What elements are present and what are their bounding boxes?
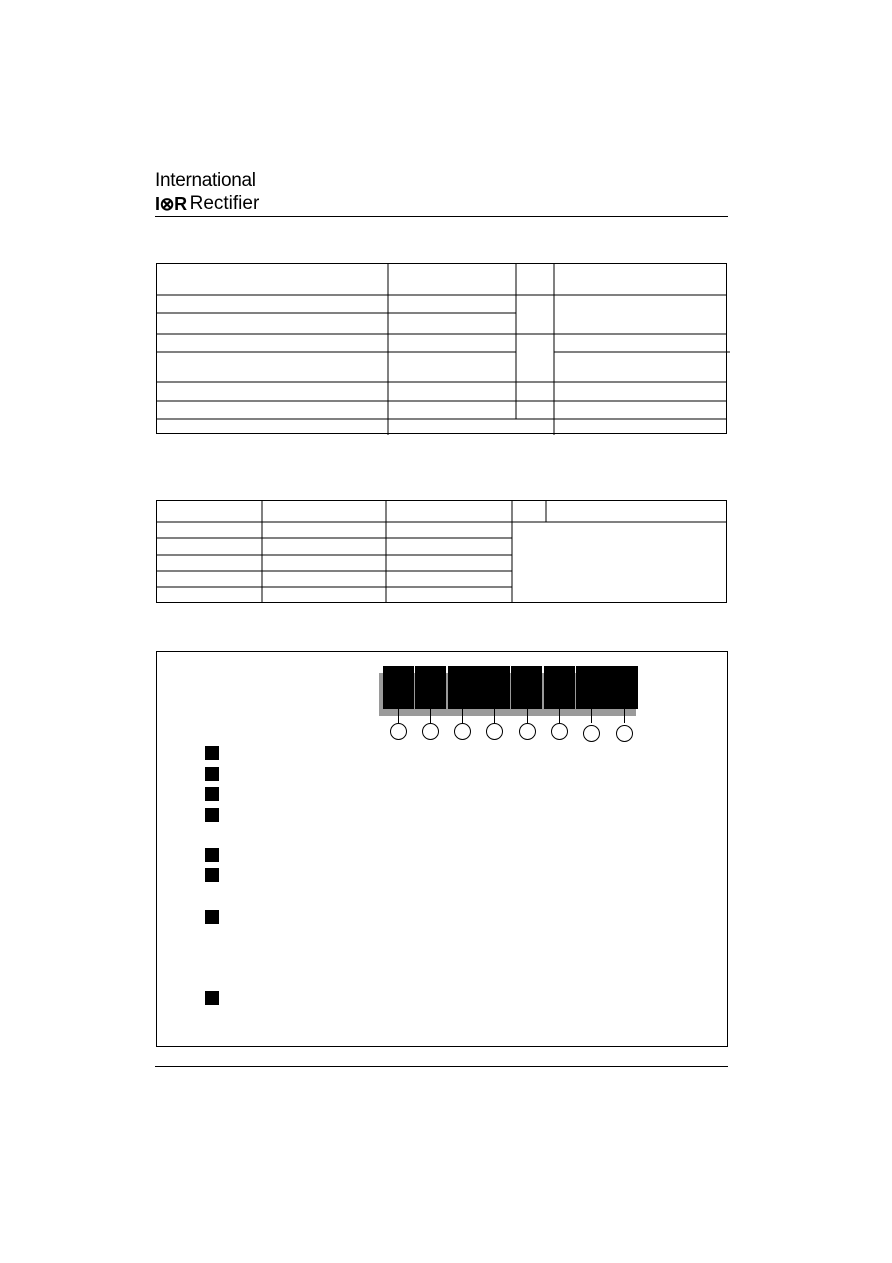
code-block-4 [479,666,510,709]
logo-rectifier-text: Rectifier [189,193,260,214]
logo-international: International [155,170,256,191]
legend-bullet-2 [205,767,219,781]
footer-rule [155,1066,728,1067]
callout-stem-8 [624,709,625,723]
callout-stem-2 [430,709,431,723]
legend-bullet-3 [205,787,219,801]
callout-circle-2 [422,723,439,740]
callout-circle-4 [486,723,503,740]
code-block-7 [576,666,607,709]
code-block-8 [607,666,638,709]
callout-circle-6 [551,723,568,740]
legend-bullet-1 [205,746,219,760]
header-rule [155,216,728,217]
ior-logo-mark: I⊗R [155,193,187,214]
table-ratings [156,263,727,434]
callout-circle-7 [583,725,600,742]
logo-rectifier [155,193,259,215]
legend-bullet-6 [205,868,219,882]
callout-stem-3 [462,709,463,723]
callout-stem-6 [559,709,560,723]
callout-circle-3 [454,723,471,740]
code-block-5 [511,666,542,709]
callout-stem-1 [398,709,399,723]
legend-bullet-7 [205,910,219,924]
callout-circle-8 [616,725,633,742]
code-block-3 [448,666,479,709]
table-part-numbers-grid [156,500,727,603]
callout-stem-5 [527,709,528,723]
code-block-1 [383,666,414,709]
table-part-numbers [156,500,727,603]
legend-bullet-8 [205,991,219,1005]
code-block-2 [415,666,446,709]
table-ratings-grid [156,263,727,434]
callout-circle-1 [390,723,407,740]
code-block-6 [544,666,575,709]
callout-circle-5 [519,723,536,740]
callout-stem-4 [494,709,495,723]
legend-bullet-5 [205,848,219,862]
legend-bullet-4 [205,808,219,822]
callout-stem-7 [591,709,592,723]
